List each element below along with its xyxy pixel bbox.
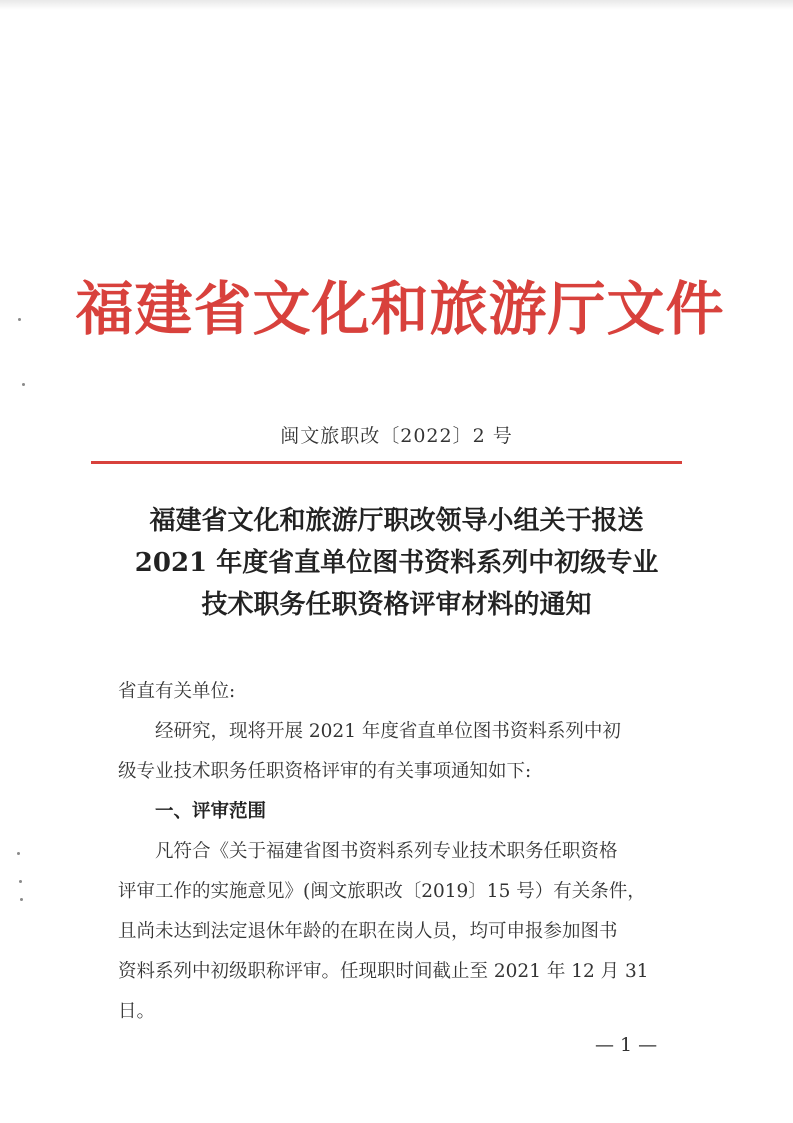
notice-title-line: 技术职务任职资格评审材料的通知	[201, 590, 592, 620]
page-number: — 1 —	[595, 1034, 658, 1056]
document-number: 闽文旅职改〔2022〕2 号	[280, 425, 513, 447]
notice-title-line: 福建省文化和旅游厅职改领导小组关于报送	[149, 506, 644, 536]
section-line: 凡符合《关于福建省图书资料系列专业技术职务任职资格	[155, 841, 618, 862]
section-line: 评审工作的实施意见》(闽文旅职改〔2019〕15 号）有关条件，	[118, 881, 646, 902]
header-title: 福建省文化和旅游厅文件	[75, 275, 725, 343]
body-text	[118, 672, 698, 1032]
section-line: 资料系列中初级职称评审。任现职时间截止至 2021 年 12 月 31	[118, 961, 649, 982]
header-divider-rule	[91, 461, 682, 464]
notice-title	[80, 500, 713, 626]
intro-line: 经研究，现将开展 2021 年度省直单位图书资料系列中初	[155, 721, 621, 742]
scan-speck	[22, 383, 25, 386]
scan-top-edge	[0, 0, 793, 10]
salutation: 省直有关单位:	[118, 681, 236, 702]
scan-speck	[17, 852, 20, 855]
scan-speck	[19, 880, 22, 883]
section-heading: 一、评审范围	[155, 801, 267, 822]
intro-line: 级专业技术职务任职资格评审的有关事项通知如下:	[118, 761, 532, 782]
scan-speck	[18, 318, 21, 321]
section-line: 且尚未达到法定退休年龄的在职在岗人员，均可申报参加图书	[118, 921, 618, 942]
section-line: 日。	[118, 1001, 156, 1022]
scan-speck	[20, 898, 23, 901]
notice-title-line: 2021 年度省直单位图书资料系列中初级专业	[134, 548, 659, 578]
